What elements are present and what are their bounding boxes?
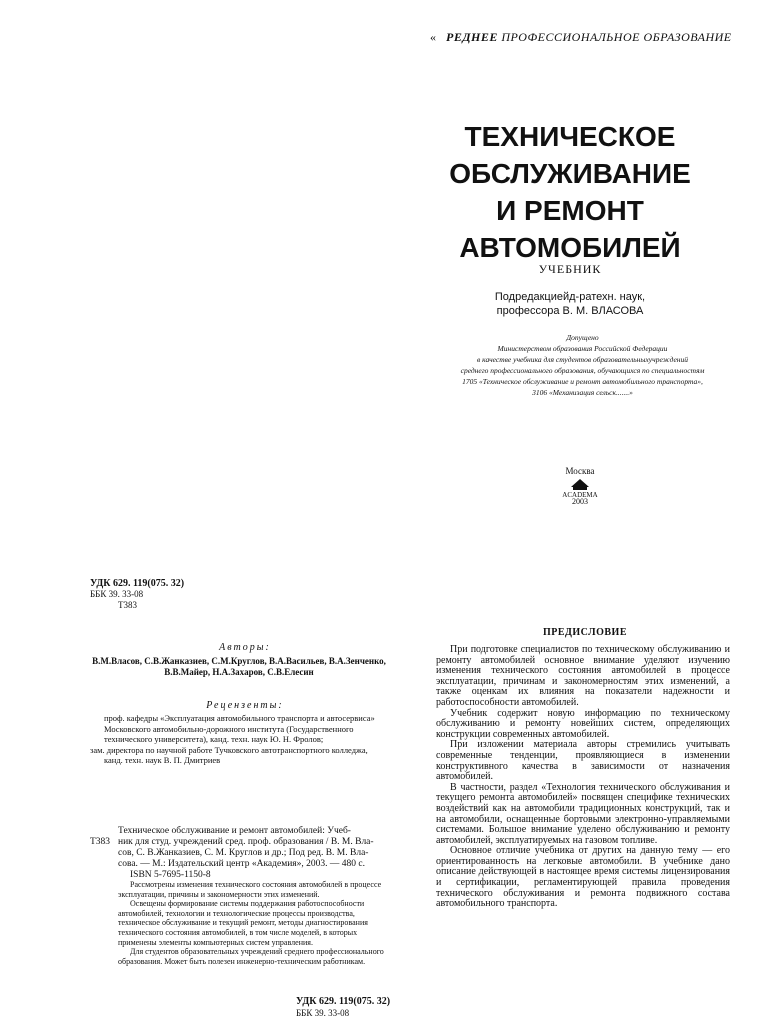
isbn: ISBN 5-7695-1150-8 [130,870,211,880]
reviewer-line: канд. техн. наук В. П. Дмитриев [104,755,221,765]
preface-paragraph: В частности, раздел «Технология технического обслуживания и текущего ремонта автомобилей» посвящен специфике технических воздействий как на автомобили традиционных конструкций, так и на автомобили, оснащенные бортовыми электронно-управляемыми системами. Большое внимание уделено обслуживанию и ремонту автомобилей, эксплуатируемых на газовом топливе. [436,781,730,846]
biblio-row [90,848,390,859]
logo-text: ACADEMA [562,491,598,498]
biblio-row [90,837,390,848]
annotation [118,880,390,966]
reviewer-line: проф. кафедры «Эксплуатация автомобильного транспорта и автосервиса» [104,713,375,723]
reviewer-line: зам. директора по научной работе Тучковского автотранспортного колледжа, [90,744,368,755]
preface-paragraph: При изложении материала авторы стремились учитывать современные тенденции, проявляющиеся в изменении конструктивного качества в зависимости от назначения автомобилей. [436,739,730,783]
reviewers-heading: Рецензенты: [206,700,284,711]
editor-line: Подредакциейд-ратехн. наук, [494,291,646,303]
reviewer-line: технического университета), канд. техн. наук Ю. Н. Фролов; [104,734,324,744]
authors-heading: Авторы: [219,642,271,653]
reviewer-line: Московского автомобильно-дорожного института (Государственного [104,723,354,734]
author-sign: Т383 [118,600,137,610]
approval-line: в качестве учебника для студентов образовательныхучреждений [477,355,688,364]
annotation-paragraph: Для студентов образовательных учреждений среднего профессионального образования. Может быть полезен инженерно-техническим работникам. [118,947,384,966]
series-bold: РЕДНЕЕ [446,30,498,44]
series-mark: « [430,30,437,44]
biblio-line: ник для студ. учреждений сред. проф. образования / В. М. Вла- [118,837,374,847]
book-kind: УЧЕБНИК [538,262,602,276]
editor-line: профессора В. М. ВЛАСОВА [496,305,644,317]
series-rest: ПРОФЕССИОНАЛЬНОЕ ОБРАЗОВАНИЕ [501,30,732,44]
authors-list [84,656,394,678]
approval-line: 3106 «Механизация сельск.......» [532,388,633,397]
approval-block [440,332,725,398]
editor-block [440,290,700,318]
reviewers-list [90,713,390,766]
book-title [440,118,700,266]
preface-text [436,645,730,910]
biblio-line: Техническое обслуживание и ремонт автомобилей: Учеб- [118,826,351,836]
approval-line: 1705 «Техническое обслуживание и ремонт автомобильного транспорта», [462,377,703,386]
annotation-paragraph: Рассмотрены изменения технического состояния автомобилей в процессе эксплуатации, причины и закономерности этих изменений. [118,880,382,899]
approval-line: среднего профессионального образования, обучающихся по специальностям [460,366,705,375]
biblio-row [90,859,390,870]
approval-line: Допущено [566,333,599,342]
biblio-row [90,826,390,837]
udk-code: УДК 629. 119(075. 32) [90,578,185,589]
publisher-year: 2003 [572,497,588,506]
bbk-code-bottom: ББК 39. 33-08 [296,1008,350,1018]
authors-line: В.М.Власов, С.В.Жанказиев, С.М.Круглов, В.А.Васильев, В.А.Зенченко, [92,656,386,666]
title-line: АВТОМОБИЛЕЙ [459,232,681,263]
academia-logo-icon [560,478,600,498]
preface-paragraph: При подготовке специалистов по техническому обслуживанию и ремонту автомобилей основное внимание уделяют изучению изменения технического состояния автомобилей в процессе эксплуатации, причинам и закономерностям этих изменений, а также оценкам их влияния на показатели надежности и работоспособности автомобилей. [436,644,730,708]
series-line [430,30,730,45]
udk-code-bottom: УДК 629. 119(075. 32) [296,996,391,1007]
approval-line: Министерством образования Российской Федерации [497,344,668,353]
bibliographic-record [90,826,390,881]
title-line: ТЕХНИЧЕСКОЕ [464,121,676,152]
annotation-paragraph: Освещены формирование системы поддержания работоспособности автомобилей, технологии и технологические процессы производства, техническое обслуживание и текущий ремонт, методы диагностирования технического состояния автомобилей, в том числе моделей, в которых применены элементы компьютерных систем управления. [118,899,368,947]
publisher-city: Москва [565,466,595,476]
biblio-code: Т383 [90,837,111,847]
preface-heading: ПРЕДИСЛОВИЕ [542,627,628,638]
title-line: ОБСЛУЖИВАНИЕ [449,158,691,189]
authors-line: В.В.Майер, Н.А.Захаров, С.В.Елесин [164,667,314,677]
bbk-code: ББК 39. 33-08 [90,589,144,599]
biblio-line: сов, С. В.Жанказиев, С. М. Круглов и др.; Под ред. В. М. Вла- [118,848,369,858]
title-line: И РЕМОНТ [496,195,644,226]
biblio-line: сова. — М.: Издательский центр «Академия», 2003. — 480 с. [118,859,365,869]
preface-paragraph: Учебник содержит новую информацию по техническому обслуживанию и ремонту новейших систем, определяющих конструкции современных автомобилей. [436,707,730,740]
preface-paragraph: Основное отличие учебника от других на данную тему — его ориентированность на легковые автомобили. В учебнике дано описание действующей в настоящее время системы лицензирования и сертификации, регламентирующей правила проведения технического обслуживания и ремонта подвижного состава автомобильного транспорта. [436,845,730,910]
